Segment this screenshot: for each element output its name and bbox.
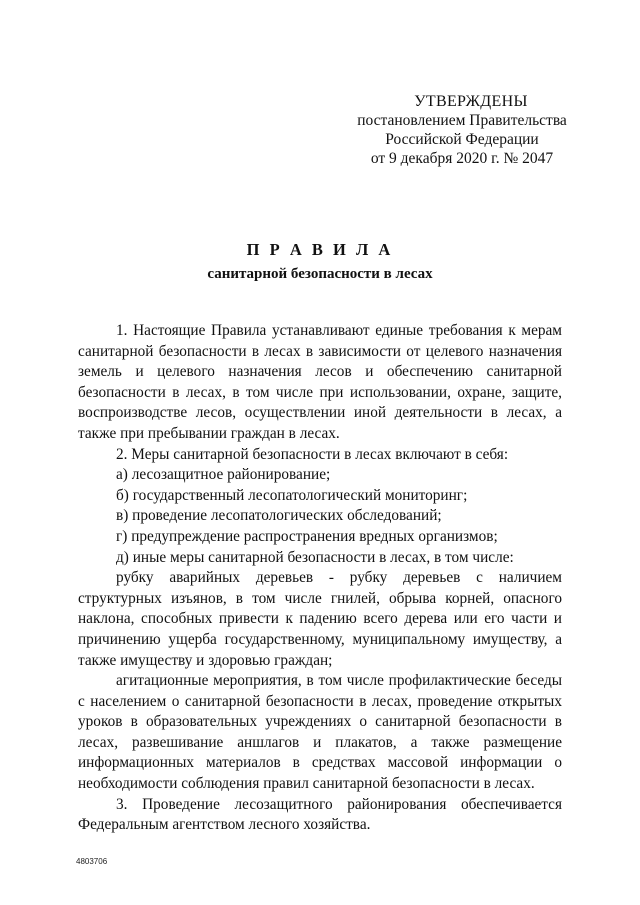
list-item-b: б) государственный лесопатологический мониторинг; [116, 486, 468, 504]
list-item-v: в) проведение лесопатологических обследований; [116, 507, 442, 525]
document-code: 4803706 [76, 857, 108, 866]
paragraph-3: 3. Проведение лесозащитного районирования обеспечивается Федеральным агентством лесного хозяйства. [78, 795, 562, 834]
approval-line-date-number: от 9 декабря 2020 г. № 2047 [370, 150, 554, 167]
approval-line-federation: Российской Федерации [385, 131, 539, 148]
paragraph-2: 2. Меры санитарной безопасности в лесах включают в себя: [116, 445, 509, 463]
document-body [78, 321, 562, 836]
approval-block [350, 92, 574, 168]
document-title: П Р А В И Л А [246, 240, 394, 259]
paragraph-1: 1. Настоящие Правила устанавливают единые требования к мерам санитарной безопасности в лесах в зависимости от целевого назначения земель и целевого назначения лесов и обеспечению санитарной безопасности в лесах, в том числе при использовании, охране, защите, воспроизводстве лесов, осуществлении иной деятельности в лесах, а также при пребывании граждан в лесах. [78, 322, 562, 442]
approval-heading: УТВЕРЖДЕНЫ [414, 93, 528, 110]
document-subtitle: санитарной безопасности в лесах [207, 266, 433, 282]
list-item-g: г) предупреждение распространения вредных организмов; [116, 527, 498, 545]
list-item-a: а) лесозащитное районирование; [116, 466, 331, 484]
list-item-d: д) иные меры санитарной безопасности в лесах, в том числе: [116, 548, 514, 566]
approval-line-decree: постановлением Правительства [357, 112, 567, 129]
sub-item-awareness-activities: агитационные мероприятия, в том числе профилактические беседы с населением о санитарной безопасности в лесах, проведение открытых уроков в образовательных учреждениях о санитарной безопасности в лесах, развешивание аншлагов и плакатов, а также размещение информационных материалов в средствах массовой информации о необходимости соблюдения правил санитарной безопасности в лесах. [78, 672, 562, 793]
sub-item-emergency-felling: рубку аварийных деревьев - рубку деревьев с наличием структурных изъянов, в том числе гнилей, обрыва корней, опасного наклона, способных привести к падению всего дерева или его части и причинению ущерба государственному, муниципальному имуществу, а также имуществу и здоровью граждан; [78, 569, 562, 669]
